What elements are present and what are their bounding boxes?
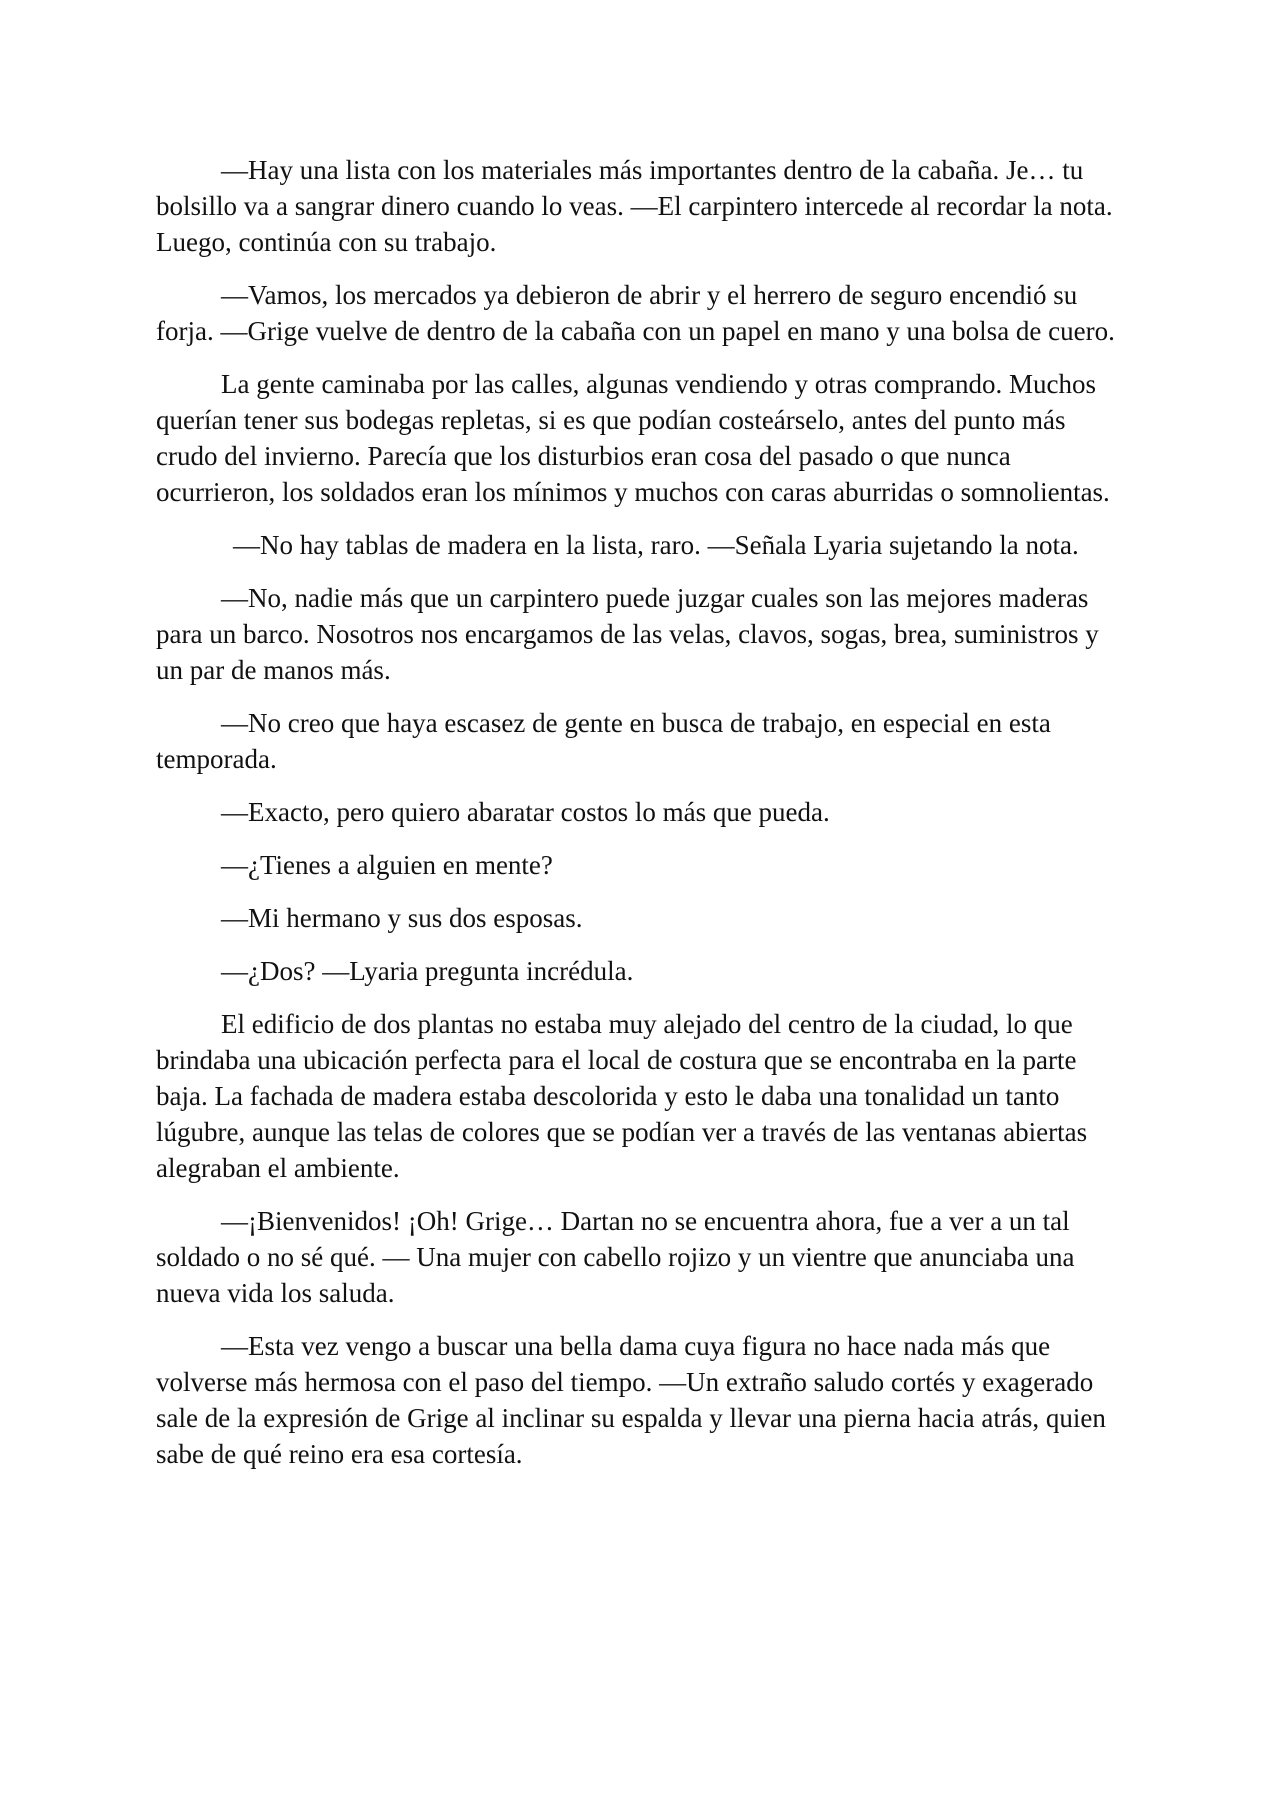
paragraph: —Esta vez vengo a buscar una bella dama cuya figura no hace nada más que volverse más hermosa con el paso del tiempo. —Un extraño saludo cortés y exagerado sale de la expresión de Grige al inclinar su espalda y llevar una pierna hacia atrás, quien sabe de qué reino era esa cortesía. [156,1331,1106,1469]
paragraph: —No hay tablas de madera en la lista, raro. —Señala Lyaria sujetando la nota. [233,530,1079,560]
paragraph: —¿Dos? —Lyaria pregunta incrédula. [221,956,634,986]
paragraph: —Mi hermano y sus dos esposas. [221,903,583,933]
paragraph: —Hay una lista con los materiales más importantes dentro de la cabaña. Je… tu bolsillo va a sangrar dinero cuando lo veas. —El carpintero intercede al recordar la nota. Luego, continúa con su trabajo. [156,155,1113,257]
paragraph: —Exacto, pero quiero abaratar costos lo más que pueda. [221,797,830,827]
paragraph: El edificio de dos plantas no estaba muy alejado del centro de la ciudad, lo que brindaba una ubicación perfecta para el local de costura que se encontraba en la parte baja. La fachada de madera estaba descolorida y esto le daba una tonalidad un tanto lúgubre, aunque las telas de colores que se podían ver a través de las ventanas abiertas alegraban el ambiente. [156,1009,1088,1183]
paragraph: —Vamos, los mercados ya debieron de abrir y el herrero de seguro encendió su forja. —Grige vuelve de dentro de la cabaña con un papel en mano y una bolsa de cuero. [156,280,1115,346]
paragraph: —No, nadie más que un carpintero puede juzgar cuales son las mejores maderas para un barco. Nosotros nos encargamos de las velas, clavos, sogas, brea, suministros y un par de manos más. [156,583,1099,685]
paragraph: —¡Bienvenidos! ¡Oh! Grige… Dartan no se encuentra ahora, fue a ver a un tal soldado o no sé qué. — Una mujer con cabello rojizo y un vientre que anunciaba una nueva vida los saluda. [156,1206,1075,1308]
paragraph: —¿Tienes a alguien en mente? [221,850,553,880]
paragraph: —No creo que haya escasez de gente en busca de trabajo, en especial en esta temporada. [156,708,1051,774]
document-page [156,152,1130,1489]
paragraph: La gente caminaba por las calles, algunas vendiendo y otras comprando. Muchos querían tener sus bodegas repletas, si es que podían costeárselo, antes del punto más crudo del invierno. Parecía que los disturbios eran cosa del pasado o que nunca ocurrieron, los soldados eran los mínimos y muchos con caras aburridas o somnolientas. [156,369,1110,507]
